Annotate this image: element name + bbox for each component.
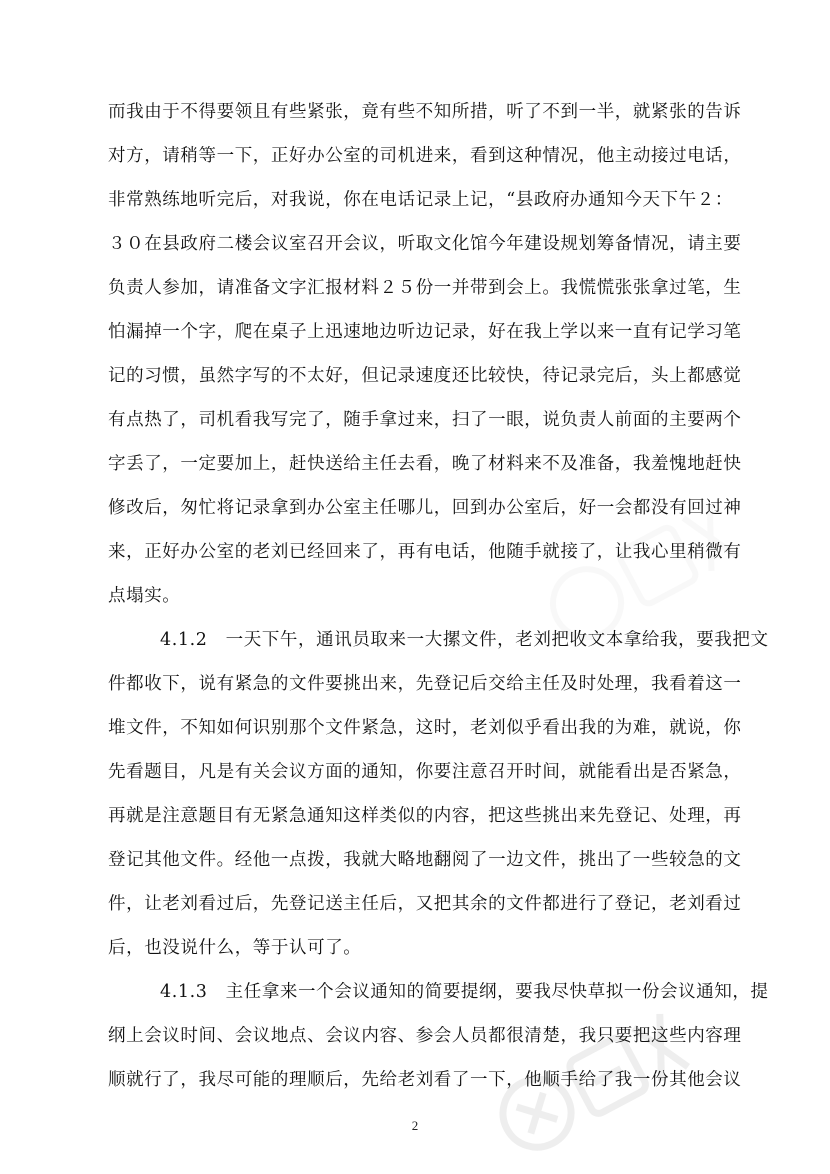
text-line: 点塌实。	[108, 586, 181, 606]
section-heading-4-1-2: 4.1.2 一天下午，通讯员取来一大摞文件，老刘把收文本拿给我，要我把文	[160, 630, 769, 650]
text-line: 负责人参加，请准备文字汇报材料２５份一并带到会上。我慌慌张张拿过笔，生	[108, 278, 742, 298]
text-line: 纲上会议时间、会议地点、会议内容、参会人员都很清楚，我只要把这些内容理	[108, 1026, 742, 1046]
text-line: ３０在县政府二楼会议室召开会议，听取文化馆今年建设规划筹备情况，请主要	[108, 234, 742, 254]
text-line: 再就是注意题目有无紧急通知这样类似的内容，把这些挑出来先登记、处理，再	[108, 806, 742, 826]
text-line: 记的习惯，虽然字写的不太好，但记录速度还比较快，待记录完后，头上都感觉	[108, 366, 742, 386]
text-line: 件，让老刘看过后，先登记送主任后，又把其余的文件都进行了登记，老刘看过	[108, 894, 742, 914]
text-line: 修改后，匆忙将记录拿到办公室主任哪儿，回到办公室后，好一会都没有回过神	[108, 498, 742, 518]
page-number: 2	[411, 1118, 419, 1133]
text-line: 顺就行了，我尽可能的理顺后，先给老刘看了一下，他顺手给了我一份其他会议	[108, 1070, 742, 1090]
text-line: 来，正好办公室的老刘已经回来了，再有电话，他随手就接了，让我心里稍微有	[108, 542, 742, 562]
text-line: 非常熟练地听完后，对我说，你在电话记录上记，“县政府办通知今天下午２：	[108, 190, 733, 210]
section-heading-4-1-3: 4.1.3 主任拿来一个会议通知的简要提纲，要我尽快草拟一份会议通知，提	[160, 982, 769, 1002]
text-line: 登记其他文件。经他一点拨，我就大略地翻阅了一边文件，挑出了一些较急的文	[108, 850, 742, 870]
text-line: 有点热了，司机看我写完了，随手拿过来，扫了一眼，说负责人前面的主要两个	[108, 410, 742, 430]
text-line: 堆文件，不知如何识别那个文件紧急，这时，老刘似乎看出我的为难，就说，你	[108, 718, 742, 738]
text-line: 字丢了，一定要加上，赶快送给主任去看，晚了材料来不及准备，我羞愧地赶快	[108, 454, 742, 474]
text-line: 先看题目，凡是有关会议方面的通知，你要注意召开时间，就能看出是否紧急，	[108, 762, 742, 782]
text-line: 对方，请稍等一下，正好办公室的司机进来，看到这种情况，他主动接过电话，	[108, 146, 742, 166]
text-line: 后，也没说什么，等于认可了。	[108, 938, 362, 958]
text-line: 件都收下，说有紧急的文件要挑出来，先登记后交给主任及时处理，我看着这一	[108, 674, 742, 694]
text-line: 而我由于不得要领且有些紧张，竟有些不知所措，听了不到一半，就紧张的告诉	[108, 102, 742, 122]
text-line: 怕漏掉一个字，爬在桌子上迅速地边听边记录，好在我上学以来一直有记学习笔	[108, 322, 742, 342]
